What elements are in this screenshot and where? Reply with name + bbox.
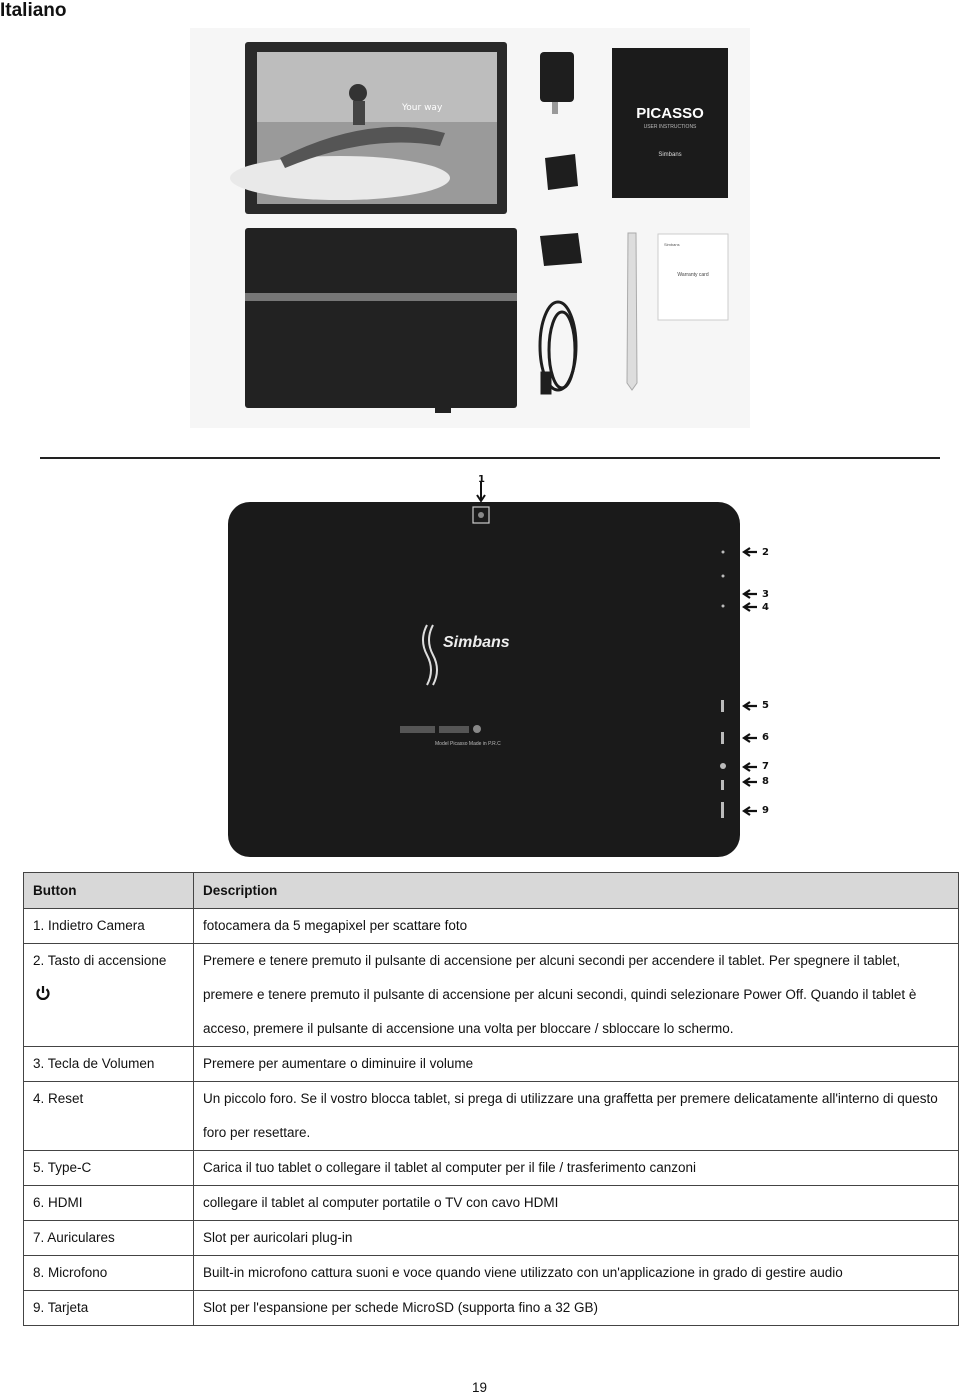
callout-6: 6 bbox=[762, 732, 769, 743]
table-row bbox=[24, 1047, 959, 1082]
warranty-card-brand: Simbans bbox=[664, 242, 680, 247]
description-cell: collegare il tablet al computer portatile o TV con cavo HDMI bbox=[194, 1186, 959, 1221]
page-number: 19 bbox=[471, 1380, 488, 1395]
callout-8: 8 bbox=[762, 776, 769, 787]
callout-9: 9 bbox=[762, 805, 769, 816]
table-row bbox=[24, 1221, 959, 1256]
button-cell: 8. Microfono bbox=[24, 1256, 194, 1291]
callout-1: 1 bbox=[478, 474, 485, 485]
language-heading: Italiano bbox=[0, 0, 67, 21]
callout-5: 5 bbox=[762, 700, 769, 711]
callout-3: 3 bbox=[762, 589, 769, 600]
button-cell: 9. Tarjeta bbox=[24, 1291, 194, 1326]
tablet-back-diagram bbox=[195, 470, 785, 862]
manual-subtitle: USER INSTRUCTIONS bbox=[643, 124, 697, 130]
warranty-card-title: Warranty card bbox=[677, 272, 709, 278]
section-divider bbox=[40, 457, 940, 459]
button-cell: 7. Auriculares bbox=[24, 1221, 194, 1256]
table-row bbox=[24, 1151, 959, 1186]
description-cell: Premere per aumentare o diminuire il volume bbox=[194, 1047, 959, 1082]
button-cell: 1. Indietro Camera bbox=[24, 909, 194, 944]
button-cell: 4. Reset bbox=[24, 1082, 194, 1151]
tablet-screen-text: Your way bbox=[402, 103, 443, 113]
description-cell: Premere e tenere premuto il pulsante di accensione per alcuni secondi per accendere il tablet. Per spegnere il tablet, premere e tenere premuto il pulsante di accensione per alcuni secondi, quindi selezionare Power Off. Quando il tablet è acceso, premere il pulsante di accensione una volta per bloccare / sbloccare lo schermo. bbox=[194, 944, 959, 1047]
warranty-card-image bbox=[658, 234, 728, 320]
description-cell: Slot per auricolari plug-in bbox=[194, 1221, 959, 1256]
button-description-table bbox=[23, 872, 959, 1326]
callout-2: 2 bbox=[762, 547, 769, 558]
button-cell bbox=[24, 944, 194, 1047]
table-header-row bbox=[24, 873, 959, 909]
callout-4: 4 bbox=[762, 602, 769, 613]
description-cell: Carica il tuo tablet o collegare il tablet al computer per il file / trasferimento canzoni bbox=[194, 1151, 959, 1186]
device-label-line: Model Picasso Made in P.R.C bbox=[435, 741, 501, 747]
description-cell: Un piccolo foro. Se il vostro blocca tablet, si prega di utilizzare una graffetta per premere delicatamente all'interno di questo foro per resettare. bbox=[194, 1082, 959, 1151]
manual-brand: Simbans bbox=[658, 152, 682, 158]
button-cell: 3. Tecla de Volumen bbox=[24, 1047, 194, 1082]
user-manual-image bbox=[612, 48, 728, 198]
header-button: Button bbox=[24, 873, 194, 909]
button-cell: 6. HDMI bbox=[24, 1186, 194, 1221]
description-cell: fotocamera da 5 megapixel per scattare foto bbox=[194, 909, 959, 944]
table-row bbox=[24, 944, 959, 1047]
keyboard-case-image bbox=[245, 228, 517, 413]
description-cell: Built-in microfono cattura suoni e voce quando viene utilizzato con un'applicazione in grado di gestire audio bbox=[194, 1256, 959, 1291]
stylus-pen-image bbox=[627, 233, 637, 390]
header-description: Description bbox=[194, 873, 959, 909]
table-row bbox=[24, 1082, 959, 1151]
callout-7: 7 bbox=[762, 761, 769, 772]
table-row bbox=[24, 1291, 959, 1326]
tablet-front-image bbox=[230, 42, 507, 214]
package-contents-photo bbox=[190, 28, 750, 428]
button-cell: 5. Type-C bbox=[24, 1151, 194, 1186]
table-row bbox=[24, 909, 959, 944]
table-row bbox=[24, 1186, 959, 1221]
manual-title: PICASSO bbox=[636, 105, 704, 122]
button-cell-label: 2. Tasto di accensione bbox=[33, 953, 167, 968]
table-row bbox=[24, 1256, 959, 1291]
description-cell: Slot per l'espansione per schede MicroSD (supporta fino a 32 GB) bbox=[194, 1291, 959, 1326]
power-icon bbox=[35, 985, 51, 1001]
device-brand: Simbans bbox=[443, 634, 510, 651]
